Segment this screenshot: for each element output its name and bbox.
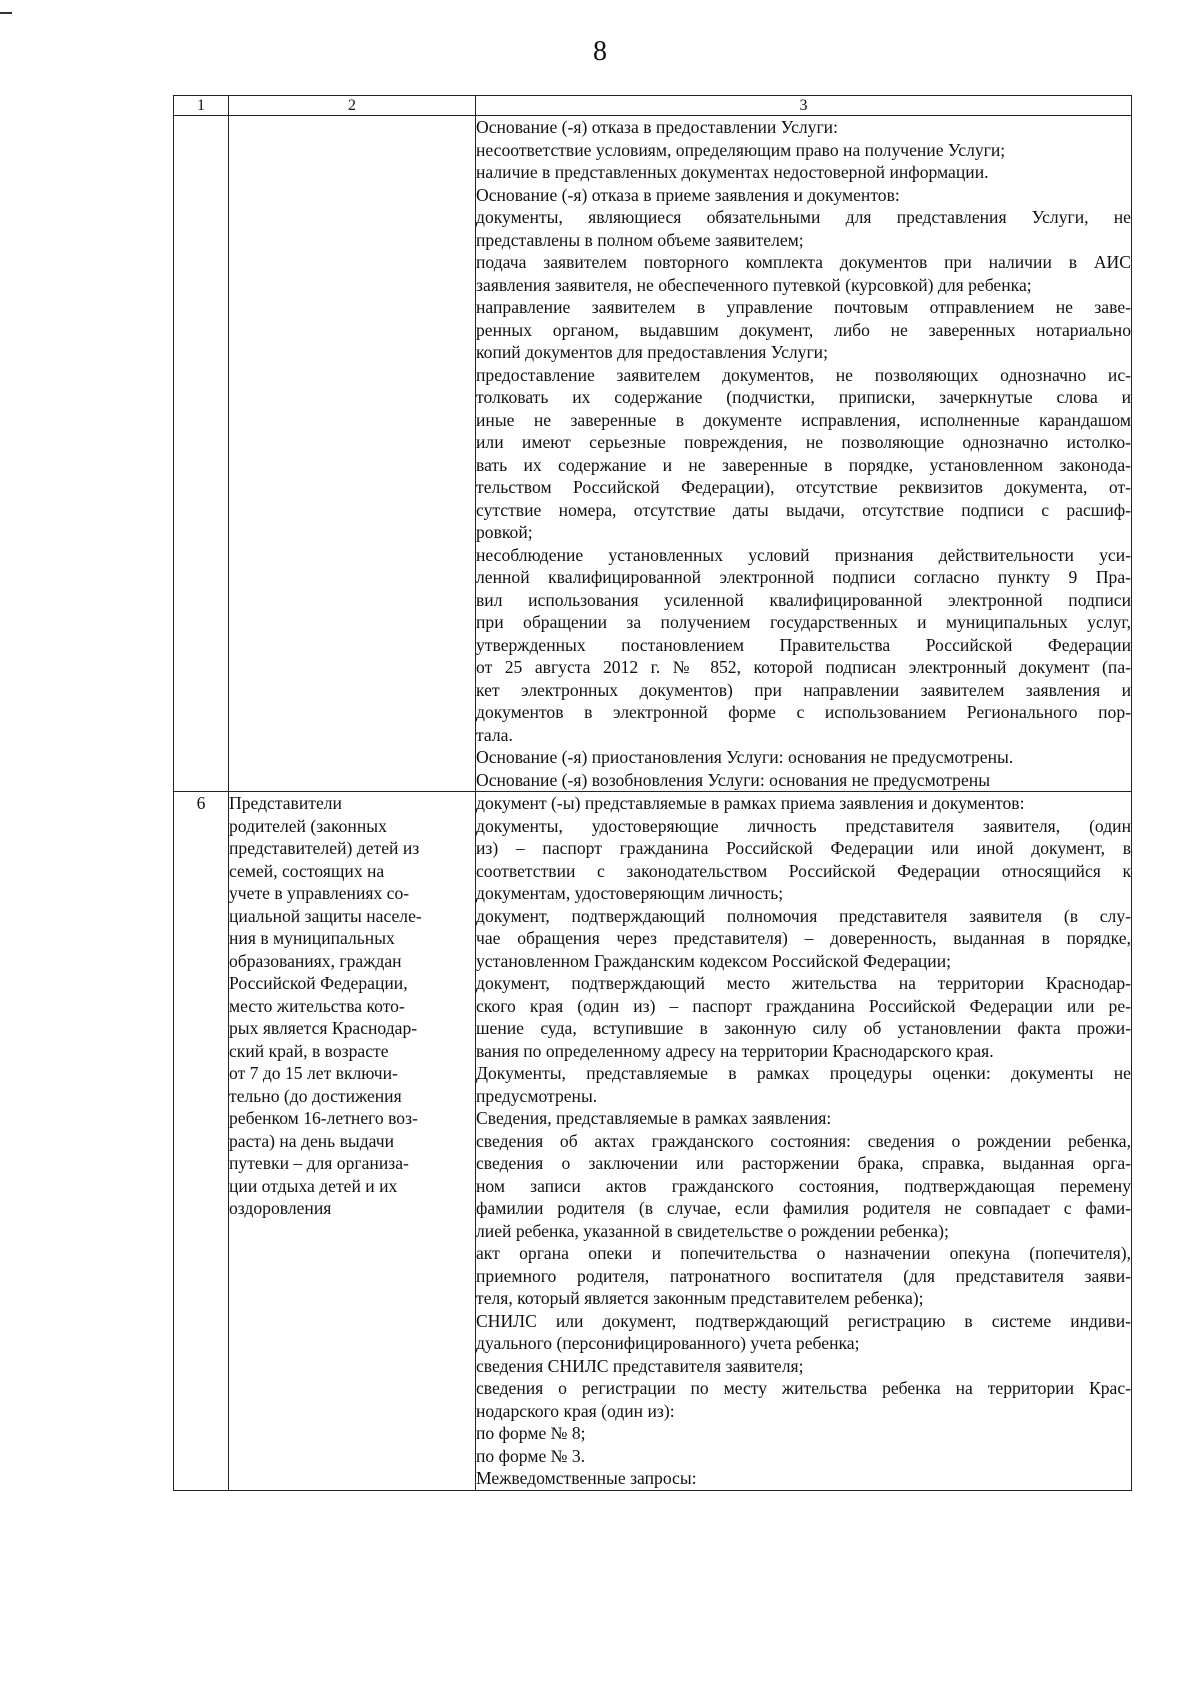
text-line: несоответствие условиям, определяющим право на получение Услуги; [476, 139, 1006, 160]
text-line: оздоровления [229, 1198, 332, 1218]
text-line: путевки – для организа- [229, 1153, 409, 1173]
text-line: толковать их содержание (подчистки, приписки, зачеркнутые слова и [476, 387, 1131, 407]
text-line: утвержденных постановлением Правительства Российской Федерации [476, 634, 1131, 655]
text-line: Основание (-я) возобновления Услуги: основания не предусмотрены [476, 769, 991, 790]
text-line: представителей) детей из [229, 838, 420, 858]
text-line: тельством Российской Федерации), отсутствие реквизитов документа, от- [476, 477, 1131, 497]
text-line: копий документов для предоставления Услуги; [476, 342, 828, 362]
text-line: направление заявителем в управление почтовым отправлением не заве- [476, 297, 1131, 317]
text-line: документ, подтверждающий полномочия представителя заявителя (в слу- [476, 905, 1131, 926]
table-row-continuation [174, 116, 1132, 792]
text-line: или имеют серьезные повреждения, не позволяющие однозначно истолко- [476, 432, 1131, 452]
text-line: тельно (до достижения [229, 1085, 402, 1106]
page-number: 8 [593, 36, 607, 67]
text-line: акт органа опеки и попечительства о назначении опекуна (попечителя), [476, 1243, 1131, 1263]
row-number-cell: 6 [174, 792, 229, 1491]
text-line: дуального (персонифицированного) учета ребенка; [476, 1333, 860, 1353]
documents-text-lines [476, 792, 1131, 1490]
text-line: тала. [476, 724, 513, 745]
text-line: сведения об актах гражданского состояния: сведения о рождении ребенка, [476, 1130, 1131, 1151]
text-line: установленном Гражданским кодексом Российской Федерации; [476, 950, 952, 971]
header-cell-2: 2 [229, 96, 476, 116]
applicant-category-lines [229, 792, 475, 1220]
text-line: ского края (один из) – паспорт гражданина Российской Федерации или ре- [476, 995, 1131, 1016]
text-line: вать их содержание и не заверенные в порядке, установленном законода- [476, 454, 1131, 475]
text-line: предоставление заявителем документов, не позволяющих однозначно ис- [476, 364, 1131, 385]
documents-text-cell [476, 792, 1132, 1491]
text-line: теля, который является законным представителем ребенка); [476, 1288, 924, 1308]
text-line: ния в муниципальных [229, 928, 395, 948]
header-cell-3: 3 [476, 96, 1132, 116]
text-line: несоблюдение установленных условий признания действительности уси- [476, 544, 1131, 565]
text-line: сутствие номера, отсутствие даты выдачи, отсутствие подписи с расшиф- [476, 499, 1131, 520]
text-line: родителей (законных [229, 815, 387, 836]
text-line: образованиях, граждан [229, 950, 402, 971]
text-line: ровкой; [476, 522, 533, 542]
text-line: Российской Федерации, [229, 973, 408, 993]
text-line: Основание (-я) отказа в предоставлении Услуги: [476, 117, 838, 137]
text-line: подача заявителем повторного комплекта документов при наличии в АИС [476, 252, 1131, 272]
text-line: иные не заверенные в документе исправления, исполненные карандашом [476, 409, 1131, 430]
text-line: ленной квалифицированной электронной подписи согласно пункту 9 Пра- [476, 567, 1131, 587]
text-line: Документы, представляемые в рамках процедуры оценки: документы не [476, 1063, 1131, 1083]
text-line: документ (-ы) представляемые в рамках приема заявления и документов: [476, 793, 1025, 813]
text-line: заявления заявителя, не обеспеченного путевкой (курсовкой) для ребенка; [476, 274, 1032, 295]
text-line: шение суда, вступившие в законную силу об установлении факта прожи- [476, 1018, 1131, 1038]
text-line: Сведения, представляемые в рамках заявления: [476, 1108, 832, 1128]
text-line: рых является Краснодар- [229, 1018, 418, 1038]
text-line: циальной защиты населе- [229, 905, 422, 926]
text-line: из) – паспорт гражданина Российской Федерации или иной документ, в [476, 838, 1131, 858]
text-line: документы, являющиеся обязательными для представления Услуги, не [476, 207, 1131, 227]
text-line: лией ребенка, указанной в свидетельстве о рождении ребенка); [476, 1220, 949, 1241]
text-line: документы, удостоверяющие личность представителя заявителя, (один [476, 815, 1131, 836]
text-line: документам, удостоверяющим личность; [476, 883, 784, 903]
text-line: от 25 августа 2012 г. № 852, которой подписан электронный документ (па- [476, 657, 1131, 677]
text-line: сведения о регистрации по месту жительства ребенка на территории Крас- [476, 1378, 1131, 1398]
text-line: чае обращения через представителя) – доверенность, выданная в порядке, [476, 928, 1131, 948]
text-line: по форме № 3. [476, 1445, 586, 1466]
text-line: кет электронных документов) при направлении заявителем заявления и [476, 679, 1131, 700]
text-line: семей, состоящих на [229, 860, 385, 881]
text-line: Основание (-я) отказа в приеме заявления и документов: [476, 184, 900, 205]
text-line: предусмотрены. [476, 1085, 598, 1106]
scan-edge-mark [0, 12, 12, 14]
grounds-text-lines [476, 116, 1131, 791]
text-line: при обращении за получением государственных и муниципальных услуг, [476, 612, 1131, 632]
text-line: учете в управлениях со- [229, 883, 410, 903]
text-line: Основание (-я) приостановления Услуги: основания не предусмотрены. [476, 747, 1014, 767]
text-line: Представители [229, 793, 342, 813]
text-line: сведения о заключении или расторжении брака, справка, выданная орга- [476, 1153, 1131, 1173]
text-line: сведения СНИЛС представителя заявителя; [476, 1355, 804, 1376]
text-line: Межведомственные запросы: [476, 1468, 697, 1488]
text-line: вания по определенному адресу на территории Краснодарского края. [476, 1040, 994, 1061]
text-line: соответствии с законодательством Российской Федерации относящийся к [476, 860, 1131, 881]
table-header-row [174, 96, 1132, 116]
document-table [173, 95, 1132, 1491]
header-cell-1: 1 [174, 96, 229, 116]
text-line: ренных органом, выдавшим документ, либо не заверенных нотариально [476, 319, 1131, 340]
text-line: ский край, в возрасте [229, 1040, 389, 1061]
text-line: документов в электронной форме с использованием Регионального пор- [476, 702, 1131, 722]
grounds-text-cell [476, 116, 1132, 792]
text-line: по форме № 8; [476, 1423, 586, 1443]
text-line: представлены в полном объеме заявителем; [476, 229, 804, 250]
text-line: раста) на день выдачи [229, 1130, 395, 1151]
text-line: ном записи актов гражданского состояния, подтверждающая перемену [476, 1175, 1131, 1196]
row-number-cell [174, 116, 229, 792]
text-line: наличие в представленных документах недостоверной информации. [476, 162, 989, 182]
text-line: документ, подтверждающий место жительства на территории Краснодар- [476, 973, 1131, 993]
text-line: место жительства кото- [229, 995, 405, 1016]
applicant-category-cell [229, 792, 476, 1491]
text-line: СНИЛС или документ, подтверждающий регистрацию в системе индиви- [476, 1310, 1131, 1331]
text-line: от 7 до 15 лет включи- [229, 1063, 398, 1083]
text-line: ребенком 16-летнего воз- [229, 1108, 418, 1128]
text-line: фамилии родителя (в случае, если фамилия родителя не совпадает с фами- [476, 1198, 1131, 1218]
table-row-6 [174, 792, 1132, 1491]
applicant-category-cell [229, 116, 476, 792]
text-line: вил использования усиленной квалифицированной электронной подписи [476, 589, 1131, 610]
text-line: ции отдыха детей и их [229, 1175, 398, 1196]
text-line: приемного родителя, патронатного воспитателя (для представителя заяви- [476, 1265, 1131, 1286]
text-line: нодарского края (один из): [476, 1400, 675, 1421]
